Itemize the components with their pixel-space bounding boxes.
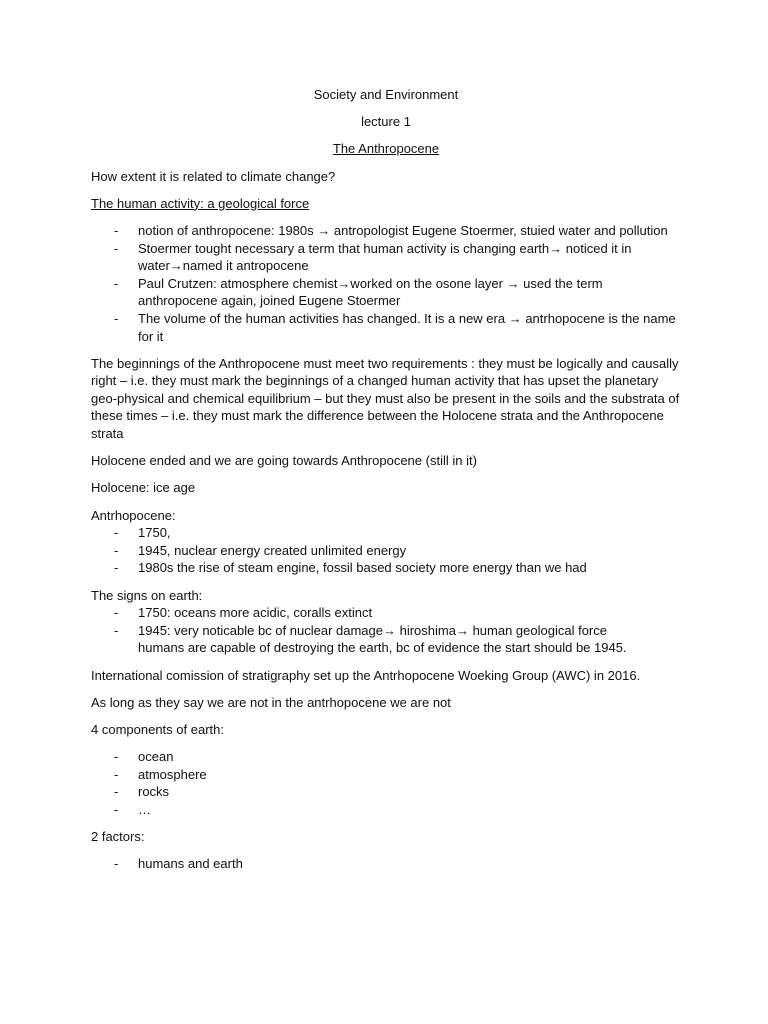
holocene-ended-text: Holocene ended and we are going towards Anthropocene (still in it) bbox=[91, 453, 477, 469]
section1-list bbox=[91, 222, 681, 345]
commission-text: International comission of stratigraphy set up the Antrhopocene Woeking Group (AWC) in 2016. bbox=[91, 667, 641, 683]
list-item: - Paul Crutzen: atmosphere chemist→worked on the osone layer → used the term anthropocene again, joined Eugene Stoermer bbox=[91, 275, 681, 310]
list-item: - humans and earth bbox=[91, 855, 681, 873]
antrhopocene-label: Antrhopocene: bbox=[91, 507, 176, 523]
list-item: - The volume of the human activities has changed. It is a new era → antrhopocene is the name for it bbox=[91, 310, 681, 345]
components-list bbox=[91, 748, 681, 818]
list-item: - 1980s the rise of steam engine, fossil based society more energy than we had bbox=[91, 559, 681, 577]
course-title: Society and Environment bbox=[313, 87, 459, 102]
as-long-text: As long as they say we are not in the antrhopocene we are not bbox=[91, 694, 451, 710]
components-label: 4 components of earth: bbox=[91, 721, 224, 737]
list-item-text: 1945: very noticable bc of nuclear damage→ hiroshima→ human geological force bbox=[138, 622, 607, 638]
list-item: - rocks bbox=[91, 783, 681, 801]
factors-list bbox=[91, 855, 681, 873]
antrhopocene-list bbox=[91, 524, 681, 577]
list-item: - 1945, nuclear energy created unlimited energy bbox=[91, 542, 681, 560]
list-item: - 1750: oceans more acidic, coralls extinct bbox=[91, 604, 681, 622]
document-page bbox=[91, 86, 681, 882]
list-item: - atmosphere bbox=[91, 766, 681, 784]
list-item-continuation: humans are capable of destroying the earth, bc of evidence the start should be 1945. bbox=[138, 640, 627, 656]
section-heading: The human activity: a geological force bbox=[91, 195, 310, 211]
list-item bbox=[91, 622, 681, 657]
holocene-definition: Holocene: ice age bbox=[91, 480, 196, 496]
signs-label: The signs on earth: bbox=[91, 587, 203, 603]
signs-list bbox=[91, 604, 681, 657]
list-item: - ocean bbox=[91, 748, 681, 766]
factors-label: 2 factors: bbox=[91, 829, 145, 845]
list-item: - Stoermer tought necessary a term that human activity is changing earth→ noticed it in water→named it antropocene bbox=[91, 240, 681, 275]
list-item: - … bbox=[91, 801, 681, 819]
beginnings-paragraph: The beginnings of the Anthropocene must meet two requirements : they must be logically and causally right – i.e. they must mark the beginnings of a changed human activity that has upset the planetary geo-physical and chemical equilibrium – but they must also be present in the soils and the substrata of these times – i.e. they must mark the difference between the Holocene strata and the Anthropocene strata bbox=[91, 355, 680, 442]
lecture-number: lecture 1 bbox=[361, 114, 411, 130]
list-item: - notion of anthropocene: 1980s → antropologist Eugene Stoermer, stuied water and pollution bbox=[91, 222, 681, 240]
topic-title: The Anthropocene bbox=[332, 141, 440, 157]
list-item: - 1750, bbox=[91, 524, 681, 542]
question-text: How extent it is related to climate change? bbox=[91, 168, 336, 184]
